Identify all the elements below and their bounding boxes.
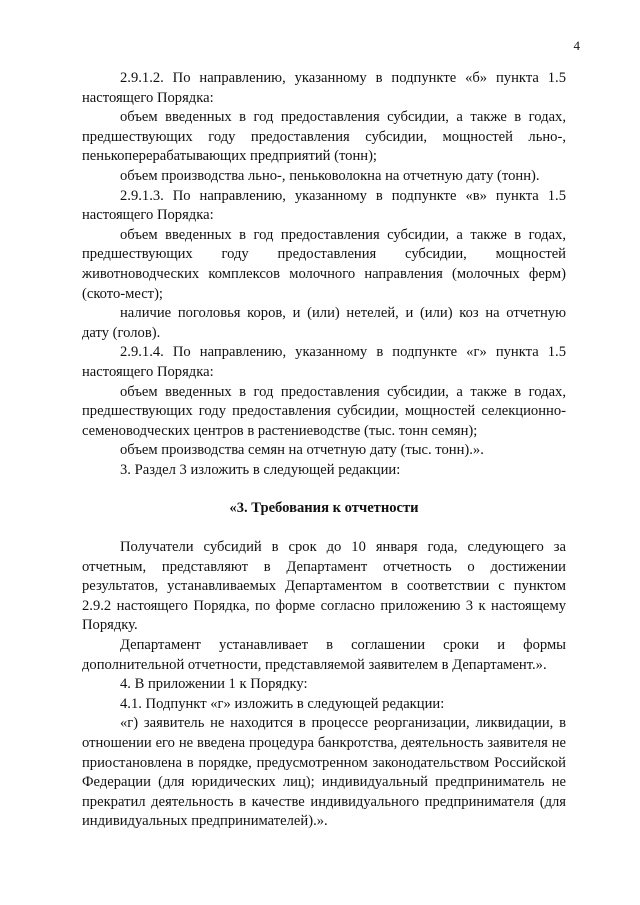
paragraph: 3. Раздел 3 изложить в следующей редакции: <box>120 461 401 478</box>
paragraph: объем производства льно-, пеньковолокна на отчетную дату (тонн). <box>120 167 540 184</box>
paragraph: 2.9.1.2. По направлению, указанному в подпункте «б» пункта 1.5 настоящего Порядка: <box>82 70 566 106</box>
paragraph: объем введенных в год предоставления субсидии, а также в годах, предшествующих году предоставления субсидии, мощностей льно-, пенькоперерабатывающих предприятий (тонн); <box>82 109 566 165</box>
paragraph: 2.9.1.3. По направлению, указанному в подпункте «в» пункта 1.5 настоящего Порядка: <box>82 187 566 224</box>
document-body <box>82 69 566 832</box>
page-number: 4 <box>573 38 580 53</box>
paragraph: объем введенных в год предоставления субсидии, а также в годах, предшествующих году предоставления субсидии, мощностей животноводческих комплексов молочного направления (молочных ферм) (ското-мест); <box>82 226 566 302</box>
paragraph: объем введенных в год предоставления субсидии, а также в годах, предшествующих году предоставления субсидии, мощностей селекционно-семеноводческих центров в растениеводстве (тыс. тонн семян); <box>82 383 566 439</box>
paragraph: объем производства семян на отчетную дату (тыс. тонн).». <box>120 442 484 459</box>
paragraph: 2.9.1.4. По направлению, указанному в подпункте «г» пункта 1.5 настоящего Порядка: <box>82 344 566 380</box>
paragraph: «г) заявитель не находится в процессе реорганизации, ликвидации, в отношении его не введена процедура банкротства, деятельность заявителя не приостановлена в порядке, предусмотренном законодательством Российской Федерации (для юридических лиц); индивидуальный предприниматель не прекратил деятельность в качестве индивидуального предпринимателя (для индивидуальных предпринимателей).». <box>82 715 566 830</box>
paragraph: 4. В приложении 1 к Порядку: <box>120 676 308 693</box>
paragraph: наличие поголовья коров, и (или) нетелей, и (или) коз на отчетную дату (голов). <box>82 305 566 341</box>
paragraph: Получатели субсидий в срок до 10 января года, следующего за отчетным, представляют в Департамент отчетность о достижении результатов, устанавливаемых Департаментом в соответствии с пунктом 2.9.2 настоящего Порядка, по форме согласно приложению 3 к настоящему Порядку. <box>82 539 566 634</box>
section-heading: «3. Требования к отчетности <box>229 500 419 517</box>
paragraph: Департамент устанавливает в соглашении сроки и формы дополнительной отчетности, представляемой заявителем в Департамент.». <box>82 637 566 673</box>
paragraph: 4.1. Подпункт «г» изложить в следующей редакции: <box>120 695 445 712</box>
